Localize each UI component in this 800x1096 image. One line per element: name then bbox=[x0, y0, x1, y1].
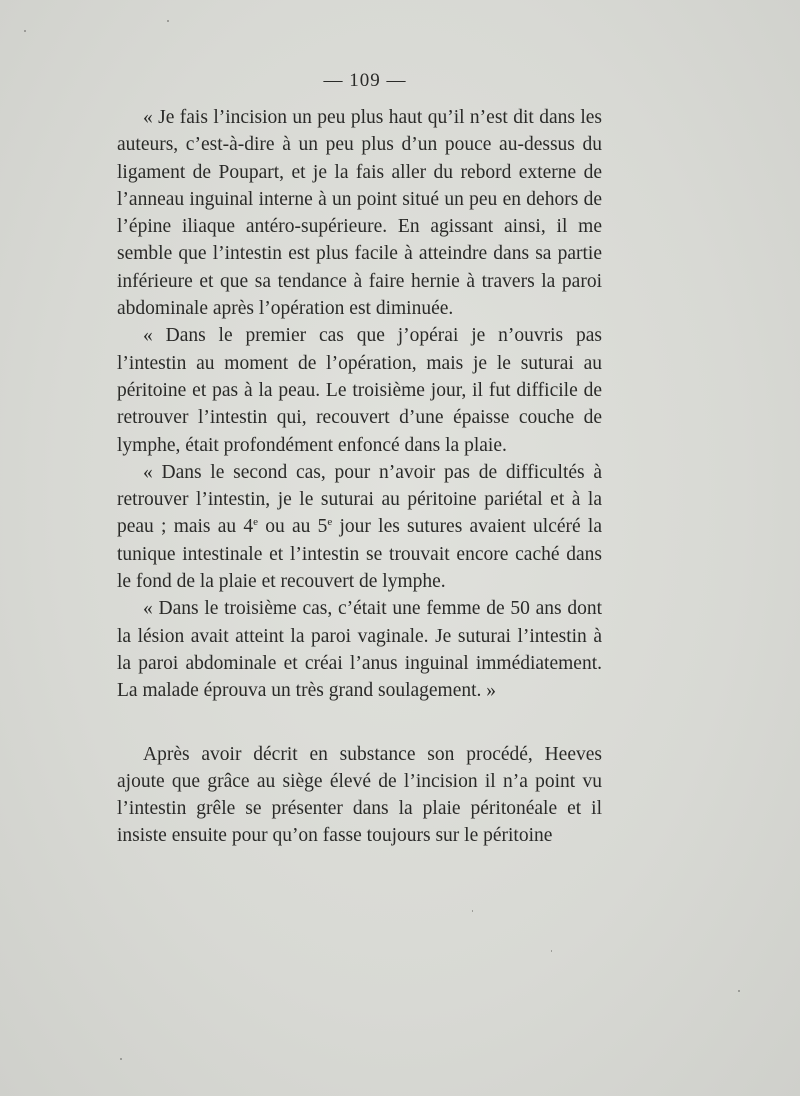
paper-speck bbox=[167, 20, 169, 22]
page-number: — 109 — bbox=[323, 70, 407, 91]
paper-speck bbox=[738, 990, 740, 992]
second-case-text-after: jour les sutures avaient ulcéré la tunique intestinale et l’intestin se trouvait encore caché dans le fond de la plaie et recouvert de lymphe. bbox=[117, 516, 602, 593]
second-case-text-middle: ou au 5 bbox=[258, 516, 328, 538]
paper-speck bbox=[551, 950, 552, 952]
paragraph-second-case bbox=[117, 459, 602, 595]
second-case-text-before: « Dans le second cas, pour n’avoir pas de difficultés à retrouver l’intestin, je le suturai au péritoine pariétal et à la peau ; mais au 4 bbox=[117, 461, 602, 538]
paragraph-third-case: « Dans le troisième cas, c’était une femme de 50 ans dont la lésion avait atteint la paroi vaginale. Je suturai l’intestin à la paroi abdominale et créai l’anus inguinal immédiatement. La malade éprouva un très grand soulagement. » bbox=[117, 598, 602, 702]
paragraph-heeves-summary: Après avoir décrit en substance son procédé, Heeves ajoute que grâce au siège élevé de l’incision il n’a point vu l’intestin grêle se présenter dans la plaie péritonéale et il insiste ensuite pour qu’on fasse toujours sur le péritoine bbox=[117, 743, 602, 847]
paragraph-incision: « Je fais l’incision un peu plus haut qu’il n’est dit dans les auteurs, c’est-à-dire à un peu plus d’un pouce au-dessus du ligament de Poupart, et je la fais aller du rebord externe de l’anneau inguinal interne à un point situé un peu en dehors de l’épine iliaque antéro-supérieure. En agissant ainsi, il me semble que l’intestin est plus facile à atteindre dans sa partie inférieure et que sa tendance à faire hernie à travers la paroi abdominale après l’opération est diminuée. bbox=[117, 107, 602, 320]
paper-speck bbox=[472, 910, 473, 912]
paper-speck bbox=[120, 1058, 122, 1060]
superscript-e: e bbox=[327, 516, 333, 529]
superscript-e: e bbox=[253, 516, 259, 529]
body-text bbox=[117, 104, 602, 850]
paragraph-first-case: « Dans le premier cas que j’opérai je n’ouvris pas l’intestin au moment de l’opération, mais je le suturai au péritoine et pas à la peau. Le troisième jour, il fut difficile de retrouver l’intestin qui, recouvert d’une épaisse couche de lymphe, était profondément enfoncé dans la plaie. bbox=[117, 325, 602, 456]
paper-speck bbox=[24, 30, 26, 32]
